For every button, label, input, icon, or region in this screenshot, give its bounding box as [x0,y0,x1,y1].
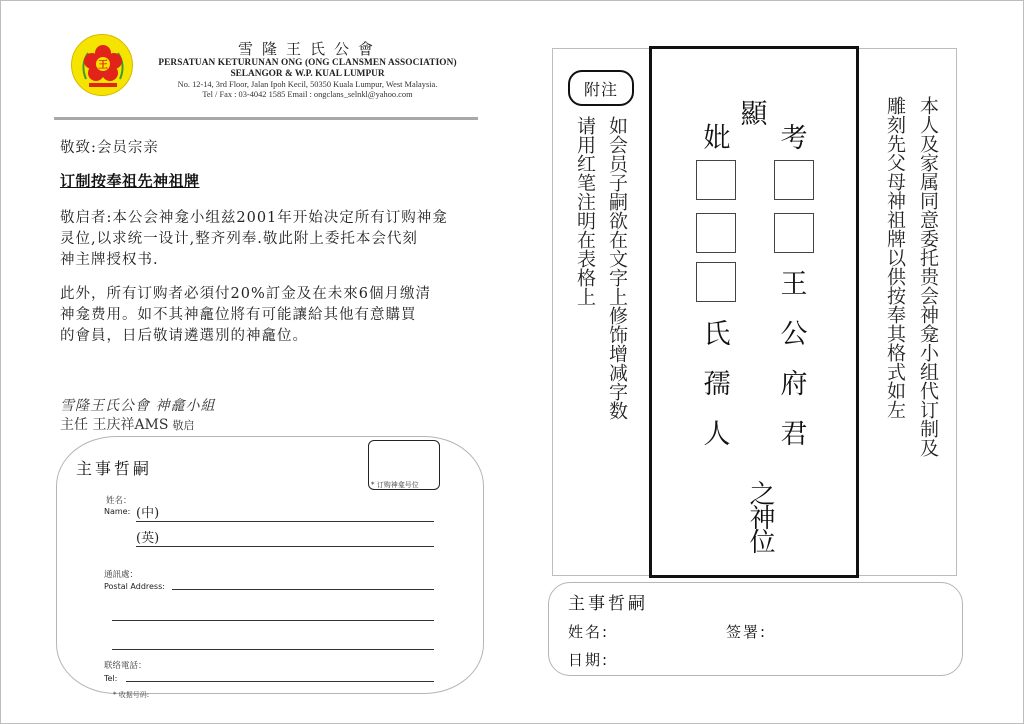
tablet-right-char: 府 [780,369,808,400]
father-name-box-1[interactable] [774,160,814,200]
tablet-right-char: 君 [780,419,808,450]
tel-label-en: Tel: [104,674,118,683]
receipt-number-label: * 收据号码: [113,691,150,699]
mother-name-box-3[interactable] [696,262,736,302]
name-en-hint: (英) [136,531,160,546]
mother-name-box-2[interactable] [696,213,736,253]
org-contact: Tel / Fax : 03-4042 1585 Email : ongclans_selnkl@yahoo.com [202,90,413,99]
svg-text:王: 王 [98,60,108,71]
clan-emblem-icon [71,34,133,96]
paragraph-1-line: 灵位,以求统一设计,整齐列奉.敬此附上委托本会代刻 [60,231,418,247]
right-form-title: 主事哲嗣 [568,594,648,614]
letterhead-divider [54,117,478,120]
paragraph-1-line: 敬启者:本公会神龛小组兹2001年开始决定所有订购神龛 [60,210,448,226]
address-field-2[interactable] [112,620,434,621]
note-badge: 附注 [568,70,634,106]
paragraph-1 [60,208,448,271]
tablet-right-char: 公 [780,319,808,350]
signature-line [60,414,195,434]
authorization-column-2: 雕刻先父母神祖牌以供按奉其格式如左 [884,96,906,419]
signature-label: 签署: [726,623,768,641]
paragraph-2-line: 此外，所有订购者必須付20%訂金及在未來6個月缴清 [60,286,431,302]
paragraph-2 [60,284,431,347]
address-field-1[interactable] [172,589,434,590]
tablet-ending: 之神位 [745,480,775,552]
note-column-1: 如会员子嗣欲在文字上修饰增减字数 [606,116,628,420]
tel-label-cn: 联络電話： [104,661,147,671]
name-label-cn: 姓名： [106,496,132,506]
mother-name-box-1[interactable] [696,160,736,200]
signature-name: 主任 王庆祥AMS [60,417,169,433]
tablet-left-char: 孺 [703,369,731,400]
left-form-title: 主事哲嗣 [76,459,153,478]
authorization-column-1: 本人及家属同意委托贵会神龛小组代订制及 [917,96,939,457]
org-address: No. 12-14, 3rd Floor, Jalan Ipoh Kecil, 50350 Kuala Lumpur, West Malaysia. [177,80,438,89]
signature-suffix: 敬启 [172,419,195,432]
name-cn-hint: (中) [136,506,160,521]
tablet-left-char: 氏 [703,319,731,350]
org-name-chinese: 雪隆王氏公會 [237,40,382,58]
father-name-box-2[interactable] [774,213,814,253]
name-label: 姓名: [568,623,610,641]
name-en-field[interactable] [136,546,434,547]
tablet-left-char: 人 [703,419,731,450]
name-label-en: Name: [104,507,131,516]
org-name-english: PERSATUAN KETURUNAN ONG (ONG CLANSMEN ASSOCIATION) [158,58,457,68]
paragraph-1-line: 神主牌授权书. [60,252,159,268]
tel-field[interactable] [126,681,434,682]
note-column-2: 请用红笔注明在表格上 [574,116,596,306]
paragraph-2-line: 的會員，日后敬请遴選別的神龕位。 [60,328,308,344]
salutation: 敬致:会员宗亲 [60,140,159,156]
date-label: 日期: [568,651,610,669]
tablet-right-header: 考 [780,123,808,154]
address-field-3[interactable] [112,649,434,650]
org-region: SELANGOR & W.P. KUAL LUMPUR [230,69,385,79]
name-cn-field[interactable] [136,521,434,522]
tablet-top-char: 顯 [740,99,768,130]
address-label-cn: 通訊處： [104,570,139,580]
tablet-surname: 王 [780,269,808,300]
tablet-left-header: 妣 [703,123,731,154]
niche-number-label: * 订购神龛号位 [371,481,419,489]
letter-title: 订制按奉祖先神祖牌 [60,172,200,190]
paragraph-2-line: 神龛费用。如不其神龕位將有可能讓給其他有意購買 [60,307,417,323]
address-label-en: Postal Address: [104,582,165,591]
signature-org: 雪隆王氏公會 神龕小組 [60,398,216,414]
